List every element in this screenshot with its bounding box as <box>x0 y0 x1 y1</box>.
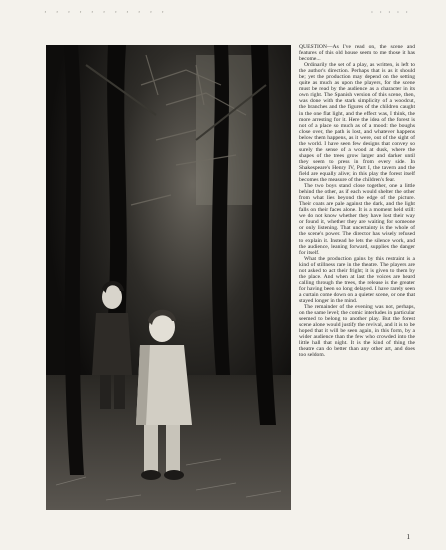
page-number: 1 <box>406 533 410 541</box>
article-paragraph: What the production gains by this restraint is a kind of stillness rare in the theatre. The players are not asked to act their fright; it is given to them by the place. And when at last the voices are heard calling through the trees, the release is the greater for having been so long delayed. I have rarely seen a curtain come down on a quieter scene, or one that stayed longer in the mind. <box>299 255 415 304</box>
photograph-figures-in-forest <box>46 45 291 510</box>
article-column <box>299 44 415 514</box>
article-paragraph: The remainder of the evening was not, perhaps, on the same level; the comic interludes in particular seemed to belong to another play. But the forest scene alone would justify the revival, and it is to be hoped that it will be seen again, in this form, by a wider audience than the few who crowded into the little hall that night. It is the kind of thing the theatre can do better than any other art, and does too seldom. <box>299 304 415 359</box>
photograph <box>46 45 291 510</box>
folio: · · · · · <box>370 8 410 17</box>
running-head: · · · · · · · · · · · <box>44 8 168 18</box>
article-paragraph: The two boys stand close together, one a little behind the other, as if each would shelter the other from what lies beyond the edge of the picture. Their coats are pale against the dark, and the light falls on their faces alone. It is a moment held still: we do not know whether they have lost their way or found it, whether they are waiting for someone or only listening. That uncertainty is the whole of the scene's power. The director has wisely refused to explain it. Instead he lets the silence work, and the audience, leaning forward, supplies the danger for itself. <box>299 183 415 256</box>
article-paragraph: Ordinarily the set of a play, as written, is left to the author's direction. Perhaps that is as it should be; yet the production may depend on the setting quite as much as upon the players, for the scene must be read by the audience as a character in its own right. The Spanish version of this scene, then, was done with the stark simplicity of a woodcut, the branches and the figures of the children caught in the one flat light, and the effect was, I think, the more arresting for it. Here the idea of the forest is not of a place so much as of a mood: the boughs close over, the path is lost, and whatever happens below them happens, as it were, out of the sight of the world. I have seen few designs that convey so surely the sense of a wood at dusk, where the shapes of the trees grow larger and darker until they seem to press in from every side. In Shakespeare's Henry IV, Part I, the tavern and the field are equally alive; in this play the forest itself becomes the measure of the children's fear. <box>299 62 415 184</box>
article-paragraph: QUESTION—As I've read on, the scene and features of this old house seem to me those it has become... <box>299 44 415 63</box>
